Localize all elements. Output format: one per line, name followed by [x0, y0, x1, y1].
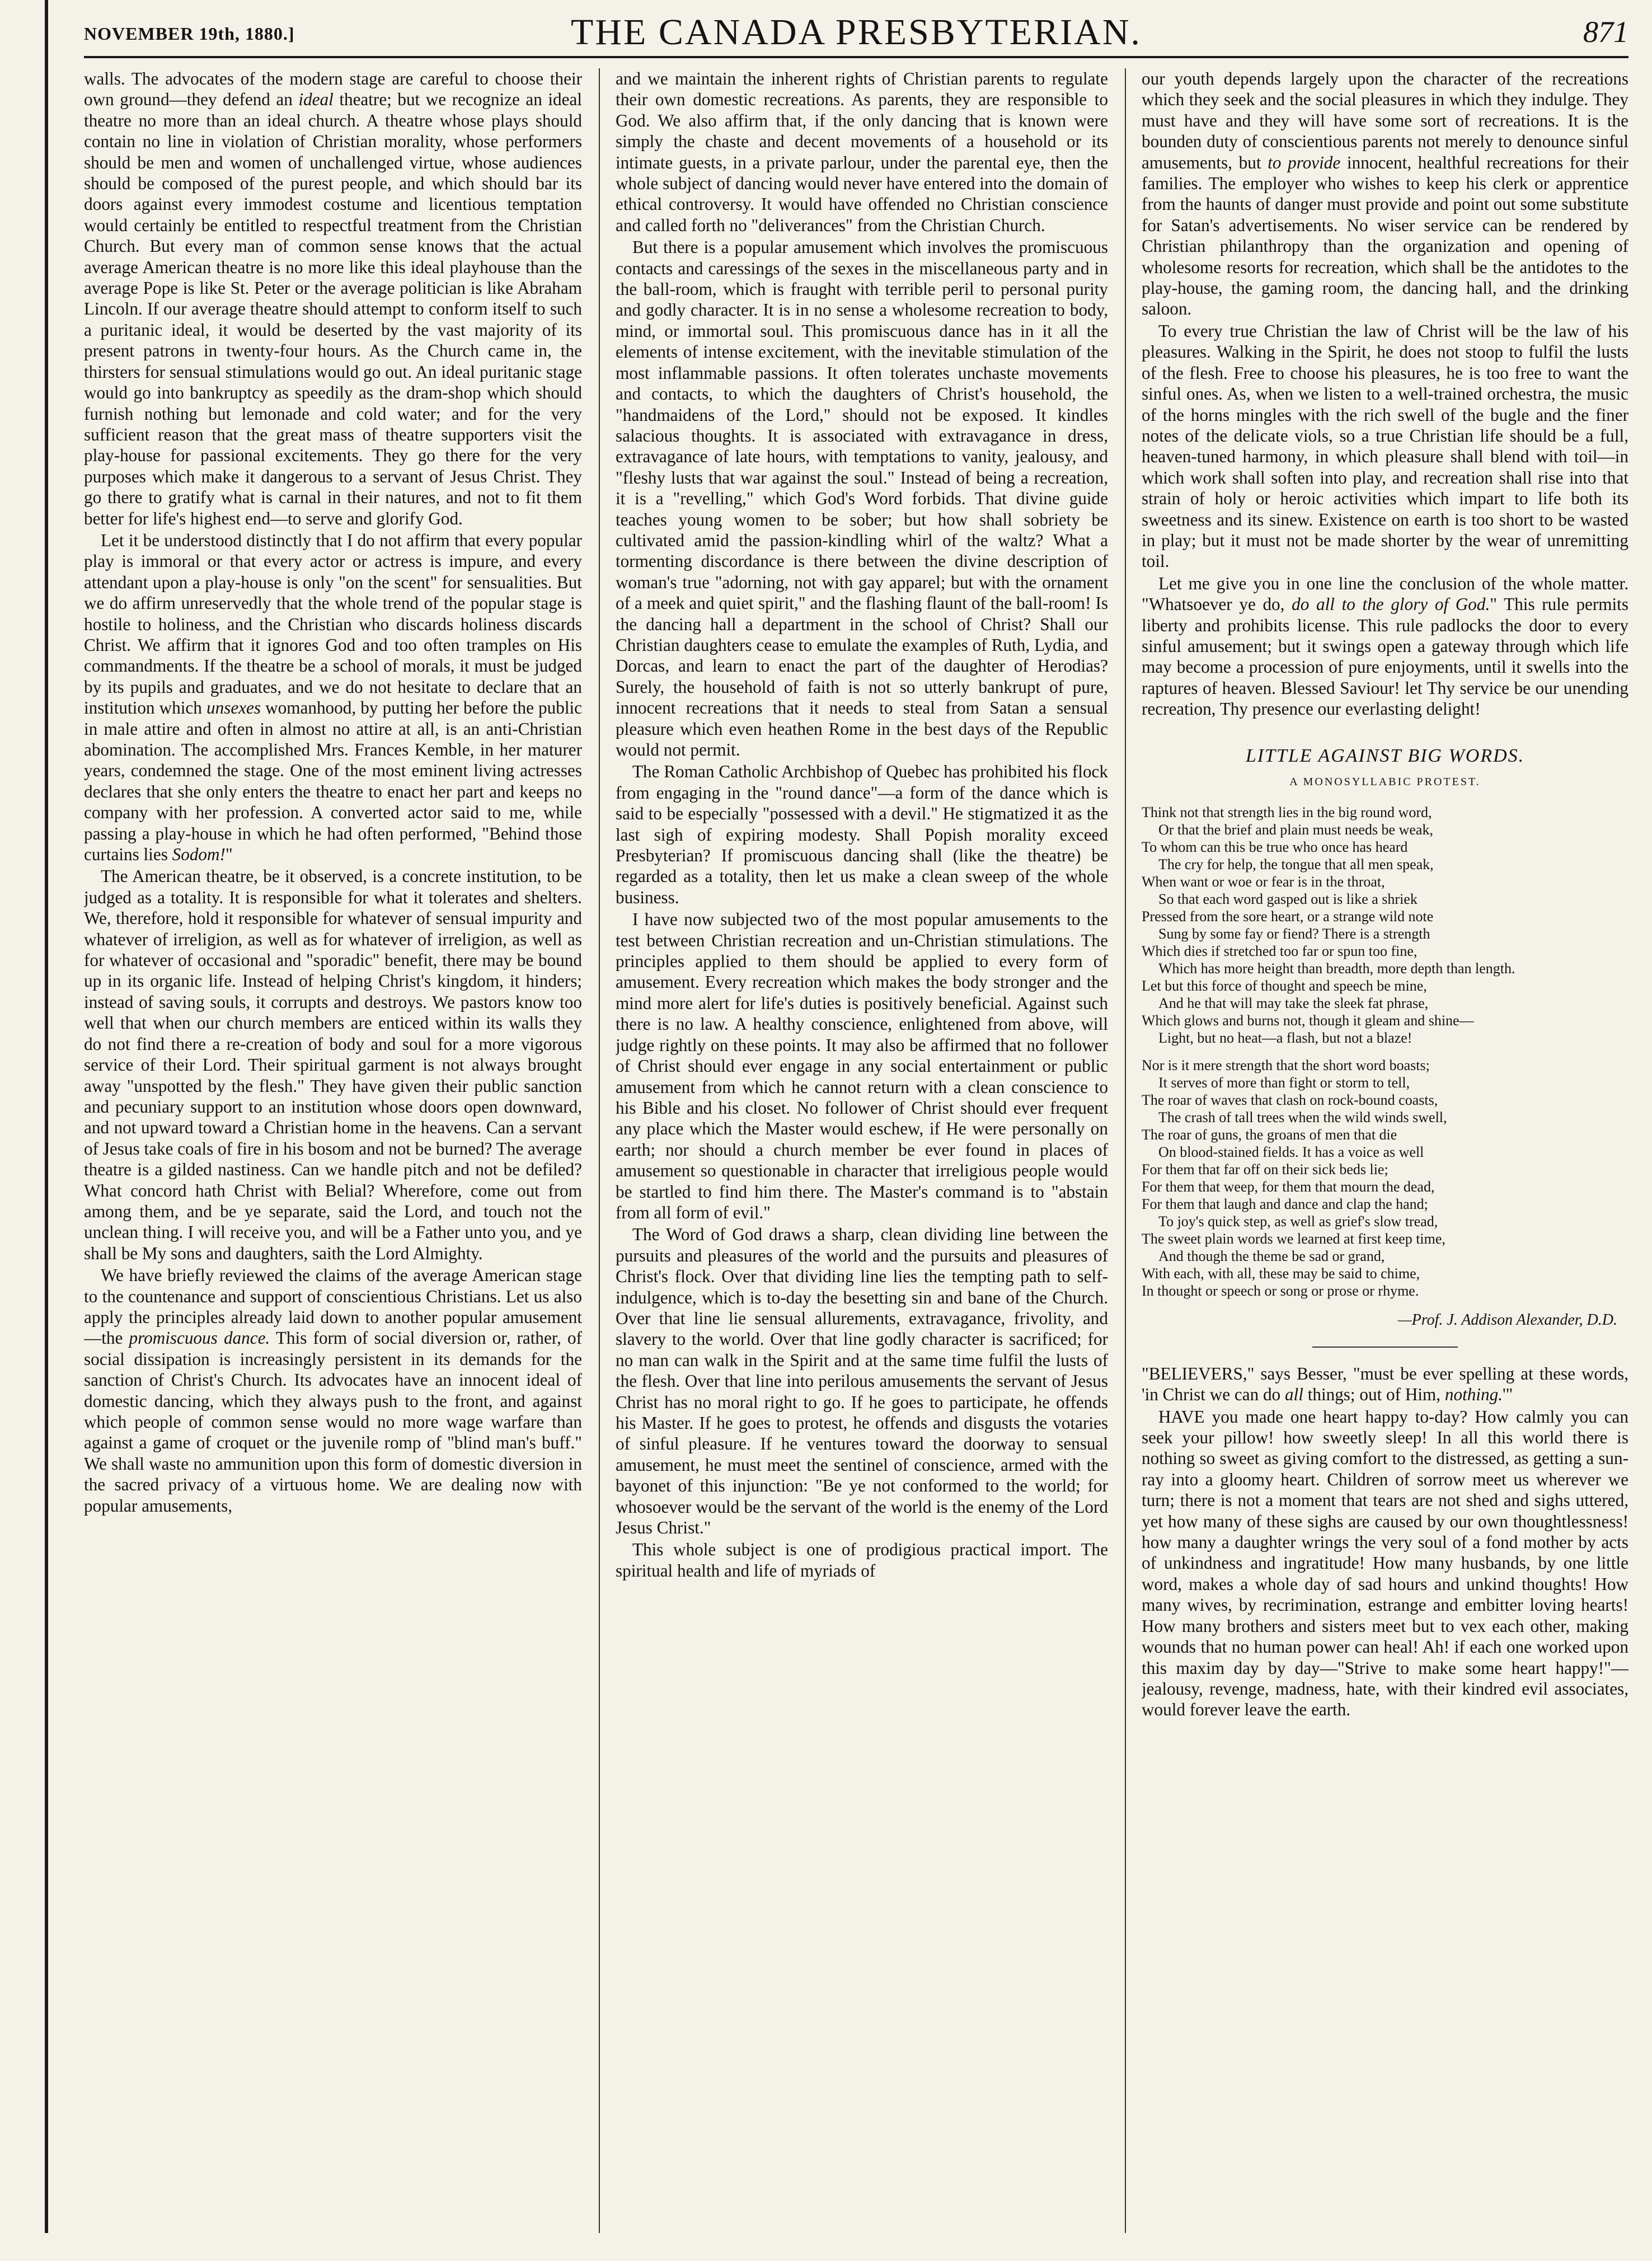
- paragraph: Let it be understood distinctly that I do not affirm that every popular play is immoral or that every actor or actress is impure, and every attendant upon a play-house is only "on the scent" for sensualities. But we do affirm unreservedly that the whole trend of the popular stage is hostile to holiness, and the Christian who discards holiness discards Christ. We affirm that it ignores God and too often tramples on His commandments. If the theatre be a school of morals, it must be judged by its pupils and graduates, and we do not hesitate to declare that an institution which unsexes womanhood, by putting her before the public in male attire and often in almost no attire at all, is an anti-Christian abomination. The accomplished Mrs. Frances Kemble, in her maturer years, condemned the stage. One of the most eminent living actresses declares that she only enters the theatre to enact her part and keeps no company with her profession. A converted actor said to me, while passing a play-house in which he had often performed, "Behind those curtains lies Sodom!": [84, 530, 582, 865]
- column-2: [616, 68, 1108, 2233]
- poem-line: The roar of guns, the groans of men that die: [1142, 1127, 1397, 1143]
- paragraph: Let me give you in one line the conclusion of the whole matter. "Whatsoever ye do, do all to the glory of God." This rule permits liberty and prohibits license. This rule padlocks the door to every sinful amusement; but it swings open a gateway through which life may become a procession of pure enjoyments, until it swells into the raptures of heaven. Blessed Saviour! let Thy service be our unending recreation, Thy presence our everlasting delight!: [1142, 573, 1628, 719]
- poem-line: Think not that strength lies in the big round word,: [1142, 804, 1432, 821]
- poem-stanza-1: [1142, 804, 1628, 1047]
- paragraph: The Word of God draws a sharp, clean dividing line between the pursuits and pleasures of the world and the pursuits and pleasures of Christ's flock. Over that dividing line lies the tempting path to self-indulgence, which is to-day the besetting sin and bane of the Church. Over that line lie sensual allurements, extravagance, frivolity, and slavery to the world. Over that line godly character is sacrificed; for no man can walk in the Spirit and at the same time fulfil the lusts of the flesh. Over that line into perilous amusements the servant of Jesus Christ has no moral right to go. If he goes to participate, he offends his Master. If he goes to protest, he offends and disgusts the votaries of sinful pleasure. If he ventures toward the doorway to sensual amusement, he must meet the sentinel of conscience, armed with the bayonet of this injunction: "Be ye not conformed to the world; for whosoever would be the servant of the world is the enemy of the Lord Jesus Christ.": [616, 1225, 1108, 1538]
- left-margin-rule: [45, 0, 48, 2233]
- paragraph: "BELIEVERS," says Besser, "must be ever spelling at these words, 'in Christ we can do all things; out of Him, nothing.'": [1142, 1363, 1628, 1405]
- paragraph: The Roman Catholic Archbishop of Quebec has prohibited his flock from engaging in the "round dance"—a form of the dance which is said to be especially "possessed with a devil." He stigmatized it as the last sigh of expiring modesty. Shall Popish morality exceed Presbyterian? If promiscuous dancing shall (like the theatre) be regarded as a totality, then let us make a clean sweep of the whole business.: [616, 762, 1108, 907]
- paragraph: our youth depends largely upon the character of the recreations which they seek and the social pleasures in which they indulge. They must have and they will have some sort of recreations. It is the bounden duty of conscientious parents not merely to denounce sinful amusements, but to provide innocent, healthful recreations for their families. The employer who wishes to keep his clerk or apprentice from the haunts of danger must provide and point out some substitute for Satan's advertisements. No wiser service can be rendered by Christian philanthropy than the organization and opening of wholesome resorts for recreation, which shall be the antidotes to the play-house, the gaming room, the dancing hall, and the drinking saloon.: [1142, 69, 1628, 319]
- paragraph: The American theatre, be it observed, is a concrete institution, to be judged as a totality. It is responsible for what it tolerates and shelters. We, therefore, hold it responsible for whatever of sensual impurity and whatever of irreligion, as well as for whatever of irreligion, as well as for whatever of occasional and "sporadic" benefit, there may be bound up in its organic life. Instead of helping Christ's kingdom, it hinders; instead of saving souls, it corrupts and destroys. We pastors know too well that when our church members are enticed within its walls they do not find there a re-creation of body and soul for a more vigorous service of their Lord. Their spiritual garment is not always brought away "unspotted by the flesh." They have given their public sanction and pecuniary support to an institution whose doors open downward, and not upward toward a Christian home in the heavens. Can a servant of Jesus take coals of fire in his bosom and not be burned? The average theatre is a gilded nastiness. Can we handle pitch and not be defiled? What concord hath Christ with Belial? Wherefore, come out from among them, and be ye separate, said the Lord, and touch not the unclean thing. I will receive you, and will be a Father unto you, and ye shall be My sons and daughters, saith the Lord Almighty.: [84, 866, 582, 1263]
- column-divider: [599, 68, 600, 2233]
- poem-line: The roar of waves that clash on rock-bound coasts,: [1142, 1092, 1438, 1109]
- section-rule: [1312, 1347, 1458, 1348]
- poem-line: The sweet plain words we learned at first keep time,: [1142, 1231, 1446, 1247]
- poem-title: LITTLE AGAINST BIG WORDS.: [1245, 745, 1525, 766]
- page-number: 871: [1583, 15, 1628, 49]
- paragraph: walls. The advocates of the modern stage are careful to choose their own ground—they defend an ideal theatre; but we recognize an ideal theatre no more than an ideal church. A theatre whose plays should contain no line in violation of Christian morality, whose performers should be men and women of unchallenged virtue, whose audiences should be composed of the purest people, and which should bar its doors against every immodest costume and licentious temptation would certainly be entitled to respectful treatment from the Christian Church. But every man of common sense knows that the actual average American theatre is no more like this ideal playhouse than the average Pope is like St. Peter or the average politician is like Abraham Lincoln. If our average theatre should attempt to conform itself to such a puritanic ideal, it would be deserted by the vast majority of its present patrons in twenty-four hours. As the Church came in, the thirsters for sensual stimulations would go out. An ideal puritanic stage would go into bankruptcy as speedily as the dram-shop which should furnish nothing but lemonade and cold water; and for the very sufficient reason that the great mass of theatre supporters visit the play-house for passional excitements. They go there for the very purposes which make it dangerous to a servant of Jesus Christ. They go there to gratify what is carnal in their natures, and not to fit them better for life's highest end—to serve and glorify God.: [84, 69, 582, 528]
- poem-line: Or that the brief and plain must needs be weak,: [1158, 822, 1433, 838]
- paragraph: I have now subjected two of the most popular amusements to the test between Christian recreation and un-Christian stimulations. The principles applied to them should be applied to every form of amusement. Every recreation which makes the body stronger and the mind more alert for life's duties is positively beneficial. Against such there is no law. A healthy conscience, enlightened from above, will judge rightly on these points. It may also be affirmed that no follower of Christ should ever engage in any social entertainment or public amusement from which he cannot return with a clean conscience to his Bible and his closet. No follower of Christ should ever frequent any place which the Master would eschew, if He were personally on earth; nor should a church member be ever found in places of amusement so questionable in character that irreligious people would be startled to find him there. The Master's command is to "abstain from all form of evil.": [616, 909, 1108, 1222]
- paragraph: HAVE you made one heart happy to-day? How calmly you can seek your pillow! how sweetly sleep! In all this world there is nothing so sweet as giving comfort to the distressed, as getting a sun-ray into a gloomy heart. Children of sorrow meet us wherever we turn; there is not a moment that tears are not shed and sighs uttered, yet how many of these sighs are caused by our own thoughtlessness! how many a daughter wrings the very soul of a fond mother by acts of unkindness and ingratitude! How many husbands, by one little word, makes a whole day of sad hours and unkind thoughts! How many wives, by recrimination, estrange and embitter loving hearts! How many brothers and sisters meet but to vex each other, making wounds that no human power can heal! Ah! if each one worked upon this maxim day by day—"Strive to make some heart happy!"—jealousy, revenge, madness, hate, with their kindred evil associates, would forever leave the earth.: [1142, 1406, 1628, 1720]
- poem-line: When want or woe or fear is in the throat,: [1142, 874, 1385, 890]
- poem-line: For them that laugh and dance and clap the hand;: [1142, 1196, 1428, 1213]
- paragraph: This whole subject is one of prodigious practical import. The spiritual health and life of myriads of: [616, 1540, 1108, 1580]
- poem-line: And though the theme be sad or grand,: [1158, 1248, 1385, 1265]
- newspaper-title: THE CANADA PRESBYTERIAN.: [571, 12, 1142, 53]
- paragraph: We have briefly reviewed the claims of the average American stage to the countenance and support of conscientious Christians. Let us also apply the principles already laid down to another popular amusement—the promiscuous dance. This form of social diversion or, rather, of social dissipation is increasingly persistent in its demands for the sanction of Christ's Church. Its advocates have an innocent ideal of domestic dancing, which they always push to the front, and against which people of common sense would no more wage warfare than against a game of croquet or the juvenile romp of "blind man's buff." We shall waste no ammunition upon this form of domestic diversion in the sacred privacy of a virtuous home. We are dealing now with popular amusements,: [84, 1265, 582, 1516]
- poem-line: Pressed from the sore heart, or a strange wild note: [1142, 908, 1434, 925]
- poem-line: Let but this force of thought and speech be mine,: [1142, 978, 1427, 995]
- paragraph: But there is a popular amusement which involves the promiscuous contacts and caressings of the sexes in the miscellaneous party and in the ball-room, which is fraught with terrible peril to personal purity and godly character. It is in no sense a wholesome recreation to body, mind, or immortal soul. This promiscuous dance has in it all the elements of intense excitement, with the inevitable stimulation of the most inflammable passions. It often tolerates unchaste movements and contacts, to which the daughters of Christ's household, the "handmaidens of the Lord," should not be exposed. It kindles salacious thoughts. It is associated with extravagance in dress, extravagance of late hours, with temptations to vanity, jealousy, and "fleshy lusts that war against the soul." Instead of being a recreation, it is a "revelling," which God's Word forbids. That divine guide teaches young women to be sober; but how shall sobriety be cultivated amid the passion-kindling whirl of the waltz? What a tormenting discordance is there between the divine description of woman's true "adorning, not with gay apparel; but with the ornament of a meek and quiet spirit," and the flashing flaunt of the ball-room! Is the dancing hall a department in the school of Christ? Shall our Christian daughters cease to emulate the examples of Ruth, Lydia, and Dorcas, and learn to enact the part of the daughter of Herodias? Surely, the household of faith is not so utterly bankrupt of pure, innocent recreations that it needs to steal from Satan a sensual pleasure which even heathen Rome in the best days of the Republic would not permit.: [616, 237, 1108, 759]
- poem-line: In thought or speech or song or prose or rhyme.: [1142, 1283, 1419, 1300]
- poem-line: To joy's quick step, as well as grief's slow tread,: [1158, 1213, 1438, 1230]
- header-rule: [84, 56, 1628, 58]
- poem-attribution: —Prof. J. Addison Alexander, D.D.: [1397, 1311, 1617, 1329]
- poem-line: For them that far off on their sick beds lie;: [1142, 1161, 1388, 1178]
- poem-line: And he that will may take the sleek fat phrase,: [1158, 995, 1429, 1012]
- poem-line: The crash of tall trees when the wild winds swell,: [1158, 1109, 1447, 1126]
- poem: [1142, 804, 1628, 1300]
- paragraph: To every true Christian the law of Christ will be the law of his pleasures. Walking in the Spirit, he does not stoop to fulfil the lusts of the flesh. Free to choose his pleasures, he is too free to want the sinful ones. As, when we listen to a well-trained orchestra, the music of the horns mingles with the rich swell of the bugle and the finer notes of the delicate viols, so a true Christian life should be a full, heaven-tuned harmony, in which pleasure shall blend with toil—in which work shall soften into play, and recreation shall rise into that strain of holy or heroic activities which impart to life both its sweetness and its sinew. Existence on earth is too short to be wasted in play; but it must not be made shorter by the wear of unremitting toil.: [1142, 321, 1628, 571]
- poem-line: For them that weep, for them that mourn the dead,: [1142, 1179, 1435, 1195]
- poem-line: On blood-stained fields. It has a voice as well: [1158, 1144, 1424, 1161]
- poem-stanza-2: [1142, 1057, 1628, 1300]
- issue-date: NOVEMBER 19th, 1880.]: [84, 24, 295, 44]
- poem-line: Which glows and burns not, though it gleam and shine—: [1142, 1012, 1474, 1029]
- poem-line: Which has more height than breadth, more depth than length.: [1158, 960, 1515, 977]
- poem-line: Sung by some fay or fiend? There is a strength: [1158, 926, 1430, 942]
- column-divider: [1125, 68, 1126, 2233]
- poem-line: Light, but no heat—a flash, but not a blaze!: [1158, 1030, 1412, 1047]
- poem-line: With each, with all, these may be said to chime,: [1142, 1265, 1420, 1282]
- poem-line: It serves of more than fight or storm to tell,: [1158, 1075, 1410, 1091]
- paragraph: and we maintain the inherent rights of Christian parents to regulate their own domestic recreations. As parents, they are responsible to God. We also affirm that, if the only dancing that is known were simply the chaste and decent movements of a household or its intimate guests, in a private parlour, under the parental eye, then the whole subject of dancing would never have entered into the domain of ethical controversy. It would have offended no Christian conscience and called forth no "deliverances" from the Christian Church.: [616, 69, 1108, 235]
- column-3: [1142, 68, 1628, 2233]
- poem-line: The cry for help, the tongue that all men speak,: [1158, 856, 1434, 873]
- poem-line: Which dies if stretched too far or spun too fine,: [1142, 943, 1418, 960]
- poem-subtitle: A MONOSYLLABIC PROTEST.: [1289, 776, 1481, 788]
- poem-line: So that each word gasped out is like a shriek: [1158, 891, 1418, 908]
- poem-line: Nor is it mere strength that the short word boasts;: [1142, 1057, 1430, 1074]
- poem-line: To whom can this be true who once has heard: [1142, 839, 1408, 856]
- masthead: [84, 11, 1628, 53]
- column-1: [84, 68, 582, 2233]
